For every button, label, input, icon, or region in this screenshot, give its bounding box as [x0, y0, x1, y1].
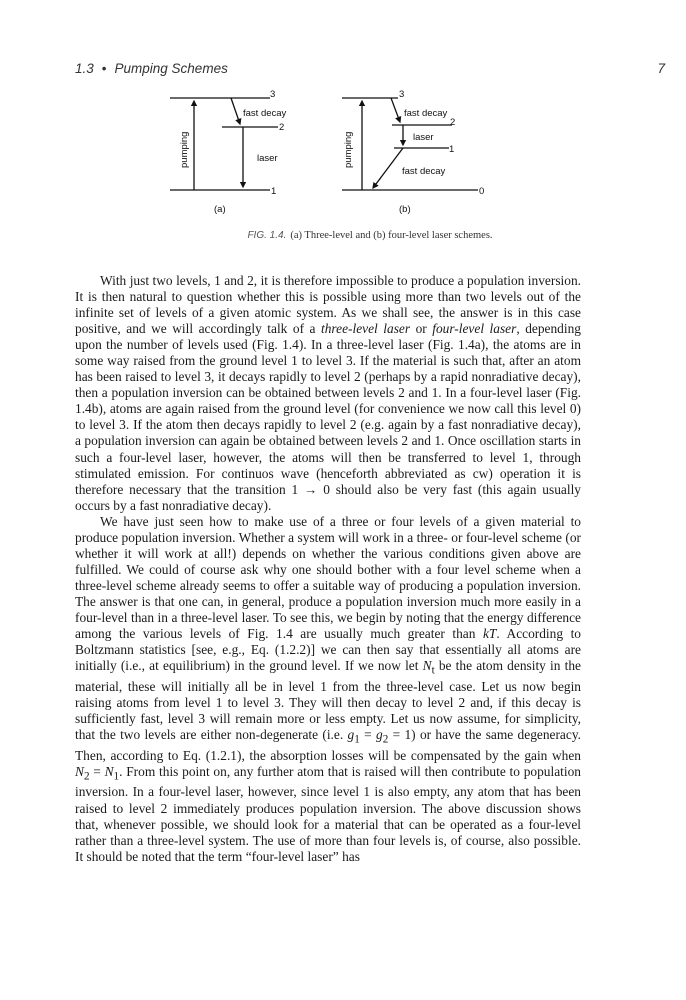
paragraph-1: [75, 273, 581, 514]
math-g2: g: [376, 726, 383, 742]
level-1-label: 1: [271, 186, 277, 197]
math-equals: =: [359, 726, 376, 742]
math-subscript: t: [431, 664, 435, 677]
fast-decay-arrow-bottom: [373, 148, 403, 188]
pumping-label: pumping: [179, 131, 190, 168]
caption-text: (a) Three-level and (b) four-level laser schemes.: [290, 230, 493, 241]
math-kt: kT: [482, 626, 497, 642]
figure-1-4: [0, 0, 686, 230]
text-run: or: [410, 321, 433, 337]
math-n1: N: [104, 763, 114, 779]
math-n2: N: [75, 763, 84, 779]
math-subscript: 2: [382, 733, 389, 746]
fast-decay-arrow: [231, 98, 240, 124]
level-0-label: 0: [479, 186, 485, 197]
text-run: , depending upon the number of levels used (Fig. 1.4). In a three-level laser (Fig. 1.4a), the atoms are in some way raised from the ground level 1 to level 3. If the material is such that, after an atom has been raised to level 3, it decays rapidly to level 2 (perhaps by a rapid nonradiative decay), then a population inversion can be obtained between levels 2 and 1. In a four-level laser (Fig. 1.4b), atoms are again raised from the ground level (for convenience we now call this level 0) to level 3. If the atom then decays rapidly to level 2 (e.g. again by a fast nonradiative decay), a population inversion can again be obtained between levels 2 and 1. Once oscillation starts in such a four-level laser, however, the atoms will then be transferred to level 1, through stimulated emission. For continuos wave (henceforth abbreviated as cw) operation it is therefore necessary that the transition 1 → 0 should also be very fast (this again usually occurs by a fast nonradiative decay).: [75, 321, 581, 513]
emphasis-three-level-laser: three-level laser: [321, 321, 411, 337]
level-2-label: 2: [279, 122, 285, 133]
laser-label: laser: [257, 153, 278, 164]
math-g1: g: [347, 726, 355, 742]
paragraph-2: [75, 514, 581, 865]
header-bullet: •: [101, 61, 107, 76]
math-subscript: 1: [113, 770, 120, 783]
emphasis-four-level-laser: four-level laser: [432, 321, 517, 337]
fast-decay-label: fast decay: [243, 108, 287, 119]
figure-caption: [75, 230, 665, 241]
fast-decay-label-top: fast decay: [404, 108, 448, 119]
level-1-label: 1: [449, 144, 455, 155]
caption-label: FIG. 1.4.: [247, 230, 287, 241]
fast-decay-arrow-top: [391, 98, 400, 122]
panel-label-b: (b): [399, 204, 411, 215]
laser-label: laser: [413, 132, 434, 143]
text-run: = 1) or have the same degeneracy. Then, according to Eq. (1.2.1), the absorption losses will be compensated by the gain when: [75, 726, 581, 763]
level-3-label: 3: [270, 89, 276, 100]
panel-label-a: (a): [214, 204, 226, 215]
text-run: . From this point on, any further atom that is raised will then contribute to population inversion. In a four-level laser, however, since level 1 is also empty, any atom that has been raised to level 2 immediately produces population inversion. The above discussion shows that, whenever possible, we should look for a material that can be operated as a four-level rather than a three-level system. The use of more than four levels is, of course, also possible. It should be noted that the term “four-level laser” has: [75, 763, 581, 864]
text-run: be the atom density in the material, these will initially all be in level 1 from the three-level case. Let us now begin raising atoms from level 1 to level 3. They will then decay to level 2 and, if this decay is sufficiently fast, level 3 will remain more or less empty. Let us now assume, for simplicity, that the two levels are either non-degenerate (i.e.: [75, 658, 581, 742]
level-3-label: 3: [399, 89, 405, 100]
body-text: [75, 273, 581, 865]
pumping-label: pumping: [343, 131, 354, 168]
math-subscript: 1: [354, 733, 360, 746]
math-subscript: 2: [83, 770, 90, 783]
math-equals: =: [89, 763, 105, 779]
page-number: 7: [657, 61, 665, 76]
math-nt: N: [422, 658, 432, 674]
text-run: With just two levels, 1 and 2, it is therefore impossible to produce a population inversion. It is then natural to question whether this is possible using more than two levels out of the infinite set of levels of a given atomic system. As we shall see, the answer is in this case positive, and we will accordingly talk of a: [75, 273, 581, 337]
fast-decay-label-bottom: fast decay: [402, 166, 446, 177]
text-run: . According to Boltzmann statistics [see, e.g., Eq. (1.2.2)] we can then say that essentially all atoms are initially (i.e., at equilibrium) in the ground level. If we now let: [75, 626, 581, 674]
level-2-label: 2: [450, 117, 456, 128]
section-number: 1.3: [75, 61, 94, 76]
section-title: Pumping Schemes: [114, 61, 228, 76]
text-run: We have just seen how to make use of a three or four levels of a given material to produce population inversion. Whether a system will work in a three- or four-level scheme (or whether it will work at all!) depends on whether the various conditions given above are fulfilled. We could of course ask why one should bother with a four level scheme when a three-level scheme already seems to offer a suitable way of producing a population inversion. The answer is that one can, in general, produce a population inversion much more easily in a four-level than in a three-level laser. To see this, we begin by noting that the energy difference among the various levels of Fig. 1.4 are usually much greater than: [75, 513, 581, 642]
